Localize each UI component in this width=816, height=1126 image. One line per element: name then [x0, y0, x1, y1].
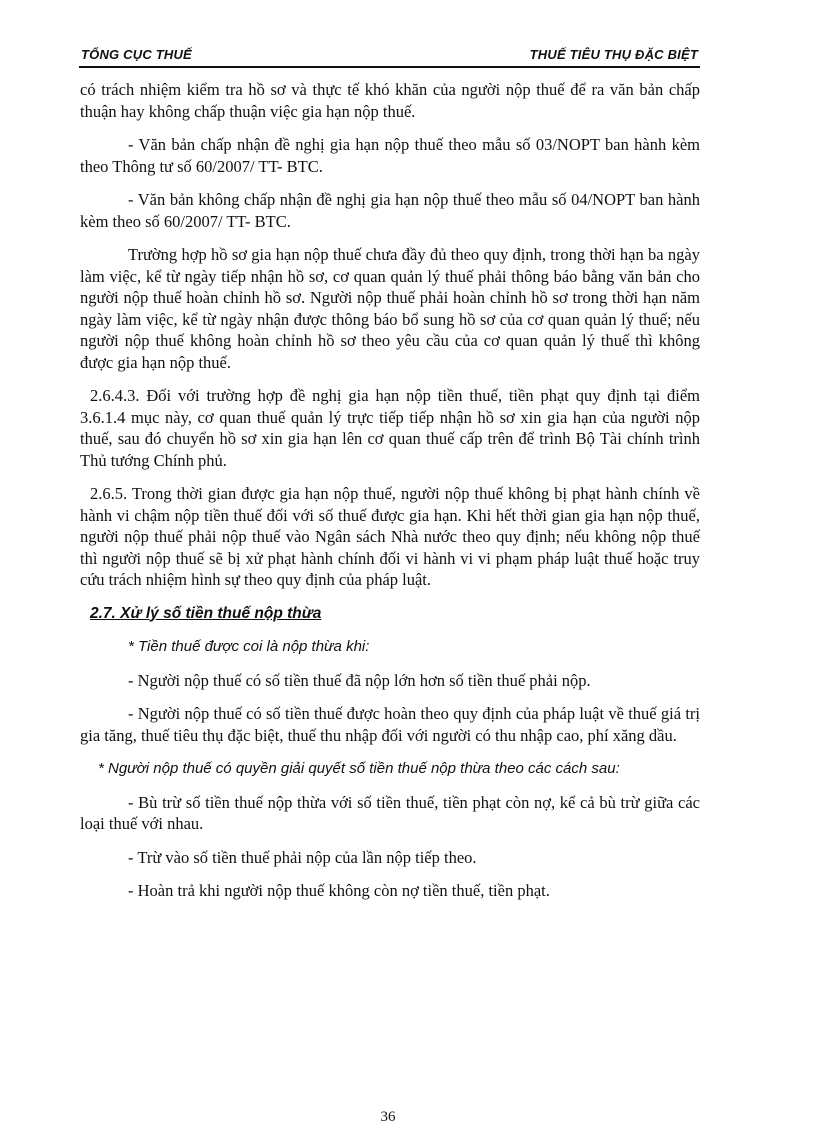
header-right: THUẾ TIÊU THỤ ĐẶC BIỆT: [529, 47, 698, 62]
overpaid-intro: * Tiền thuế được coi là nộp thừa khi:: [128, 638, 370, 655]
list-item: - Người nộp thuế có số tiền thuế đã nộp lớn hơn số tiền thuế phải nộp.: [128, 670, 591, 690]
page-number: 36: [380, 1109, 396, 1125]
list-item: - Người nộp thuế có số tiền thuế được hoàn theo quy định của pháp luật về thuế giá trị gia tăng, thuế tiêu thụ đặc biệt, thuế thu nhập đối với người có thu nhập cao, phí xăng dầu.: [80, 704, 700, 745]
paragraph: 2.6.4.3. Đối với trường hợp đề nghị gia hạn nộp tiền thuế, tiền phạt quy định tại điểm 3.6.1.4 mục này, cơ quan thuế quản lý trực tiếp tiếp nhận hồ sơ xin gia hạn của người nộp thuế, sau đó chuyển hồ sơ xin gia hạn lên cơ quan thuế cấp trên để trình Bộ Tài chính trình Thủ tướng Chính phủ.: [80, 386, 700, 470]
paragraph: - Văn bản chấp nhận đề nghị gia hạn nộp thuế theo mẫu số 03/NOPT ban hành kèm theo Thông tư số 60/2007/ TT- BTC.: [80, 135, 700, 176]
header-left: TỔNG CỤC THUẾ: [81, 47, 192, 62]
list-item: - Trừ vào số tiền thuế phải nộp của lần nộp tiếp theo.: [128, 847, 477, 867]
list-item: - Hoàn trả khi người nộp thuế không còn nợ tiền thuế, tiền phạt.: [128, 881, 550, 900]
paragraph: có trách nhiệm kiểm tra hồ sơ và thực tế khó khăn của người nộp thuế để ra văn bản chấp thuận hay không chấp thuận việc gia hạn nộp thuế.: [80, 80, 700, 121]
paragraph: Trường hợp hồ sơ gia hạn nộp thuế chưa đầy đủ theo quy định, trong thời hạn ba ngày làm việc, kể từ ngày tiếp nhận hồ sơ, cơ quan quản lý thuế phải thông báo bằng văn bản cho người nộp thuế hoàn chỉnh hồ sơ. Người nộp thuế phải hoàn chỉnh hồ sơ trong thời hạn năm ngày làm việc, kể từ ngày nhận được thông báo bổ sung hồ sơ của cơ quan quản lý thuế; nếu người nộp thuế không hoàn chỉnh hồ sơ theo yêu cầu của cơ quan quản lý thuế thì không được gia hạn nộp thuế.: [80, 245, 700, 372]
header-rule: [79, 66, 700, 68]
paragraph: - Văn bản không chấp nhận đề nghị gia hạn nộp thuế theo mẫu số 04/NOPT ban hành kèm theo số 60/2007/ TT- BTC.: [80, 190, 700, 231]
list-item: - Bù trừ số tiền thuế nộp thừa với số tiền thuế, tiền phạt còn nợ, kể cả bù trừ giữa các loại thuế với nhau.: [80, 792, 700, 833]
page-body: [80, 79, 700, 914]
rights-intro: * Người nộp thuế có quyền giải quyết số tiền thuế nộp thừa theo các cách sau:: [98, 760, 620, 777]
paragraph: 2.6.5. Trong thời gian được gia hạn nộp thuế, người nộp thuế không bị phạt hành chính về hành vi chậm nộp tiền thuế đối với số thuế được gia hạn. Khi hết thời gian gia hạn nộp thuế, người nộp thuế phải nộp thuế vào Ngân sách Nhà nước theo quy định; nếu không nộp thuế thì người nộp thuế sẽ bị xử phạt hành chính đối vi hành vi vi phạm pháp luật thuế hoặc truy cứu trách nhiệm hình sự theo quy định của pháp luật.: [80, 484, 700, 589]
section-heading: 2.7. Xử lý số tiền thuế nộp thừa: [90, 604, 322, 622]
